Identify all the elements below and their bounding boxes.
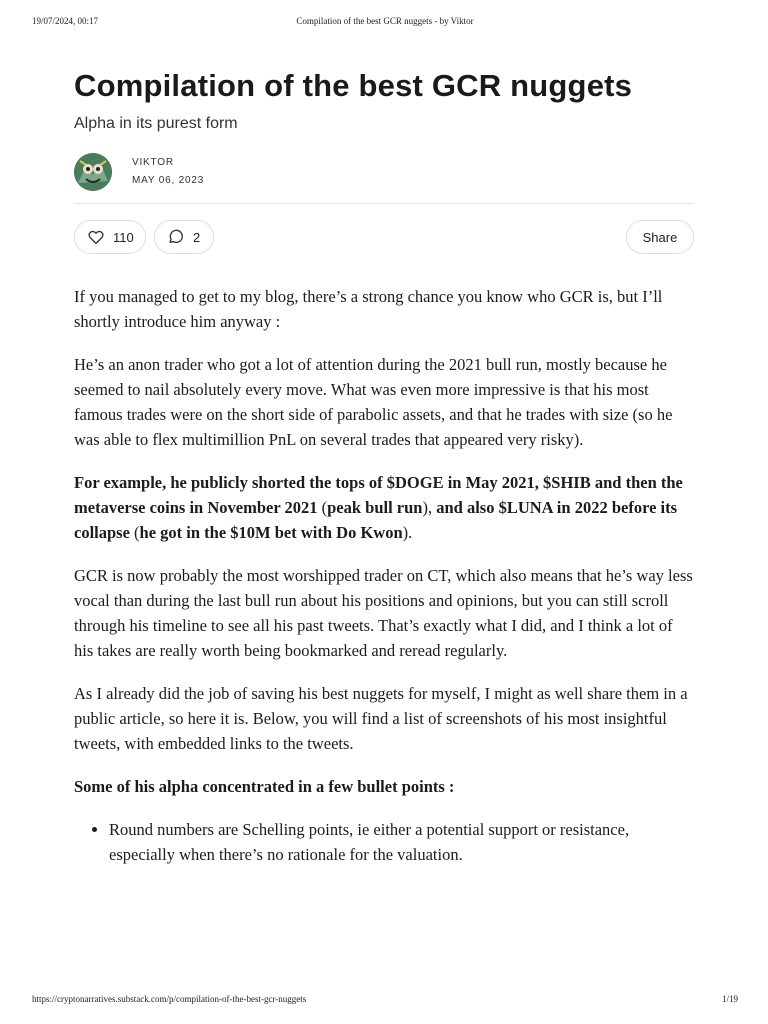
print-footer bbox=[32, 994, 738, 1004]
text: ( bbox=[129, 523, 140, 542]
author-name[interactable]: VIKTOR bbox=[132, 157, 174, 168]
post-body bbox=[74, 284, 694, 867]
paragraph: GCR is now probably the most worshipped trader on CT, which also means that he’s way less vocal than during the last bull run about his positions and opinions, but you can still scroll through his timeline to see all his past tweets. That’s exactly what I did, and I think a lot of his takes are really worth being bookmarked and reread regularly. bbox=[74, 566, 693, 660]
bold-text: and also $LUNA in 2022 before its collapse bbox=[74, 498, 678, 542]
list-item: • Round numbers are Schelling points, ie either a potential support or resistance, especially when there’s no rationale for the valuation. bbox=[109, 817, 694, 867]
divider bbox=[74, 203, 694, 204]
byline bbox=[74, 152, 694, 192]
heart-icon bbox=[87, 228, 105, 246]
paragraph: He’s an anon trader who got a lot of attention during the 2021 bull run, mostly because he seemed to nail absolutely every move. What was even more impressive is that his most famous trades were on the short side of parabolic assets, and that he trades with size (so he was able to flex multimillion PnL on several trades that appeared very risky). bbox=[74, 355, 673, 449]
like-button[interactable] bbox=[74, 220, 146, 254]
post-subtitle: Alpha in its purest form bbox=[74, 115, 238, 132]
comment-icon bbox=[167, 228, 185, 246]
text: ), bbox=[422, 498, 437, 517]
share-label: Share bbox=[642, 229, 678, 245]
text: ( bbox=[317, 498, 328, 517]
author-avatar[interactable] bbox=[74, 153, 112, 191]
section-heading bbox=[74, 774, 694, 799]
paragraph: If you managed to get to my blog, there’s a strong chance you know who GCR is, but I’ll shortly introduce him anyway : bbox=[74, 287, 663, 331]
post-title: Compilation of the best GCR nuggets bbox=[74, 68, 633, 103]
print-header bbox=[32, 16, 738, 26]
comment-button[interactable] bbox=[154, 220, 214, 254]
bold-text: he got in the $10M bet with Do Kwon bbox=[139, 523, 403, 542]
post-actions bbox=[74, 218, 694, 256]
comment-count: 2 bbox=[193, 229, 201, 245]
print-page-title: Compilation of the best GCR nuggets - by Viktor bbox=[296, 16, 474, 26]
bullet-list bbox=[74, 817, 694, 867]
print-datetime: 19/07/2024, 00:17 bbox=[32, 16, 99, 26]
print-page-number: 1/19 bbox=[721, 994, 738, 1004]
text: ). bbox=[402, 523, 413, 542]
post-date: MAY 06, 2023 bbox=[132, 175, 205, 186]
print-url[interactable]: https://cryptonarratives.substack.com/p/compilation-of-the-best-gcr-nuggets bbox=[32, 994, 307, 1004]
paragraph: As I already did the job of saving his best nuggets for myself, I might as well share them in a public article, so here it is. Below, you will find a list of screenshots of his most insightful tweets, with embedded links to the tweets. bbox=[74, 684, 688, 753]
bold-text: Some of his alpha concentrated in a few bullet points : bbox=[74, 777, 455, 796]
paragraph-example bbox=[74, 470, 694, 545]
like-count: 110 bbox=[113, 229, 134, 245]
bold-text: For example, he publicly shorted the tops of $DOGE in May 2021, $SHIB and then the metaverse coins in November 2021 bbox=[74, 473, 683, 517]
bold-text: peak bull run bbox=[327, 498, 423, 517]
article bbox=[74, 64, 694, 867]
share-button[interactable] bbox=[626, 220, 694, 254]
